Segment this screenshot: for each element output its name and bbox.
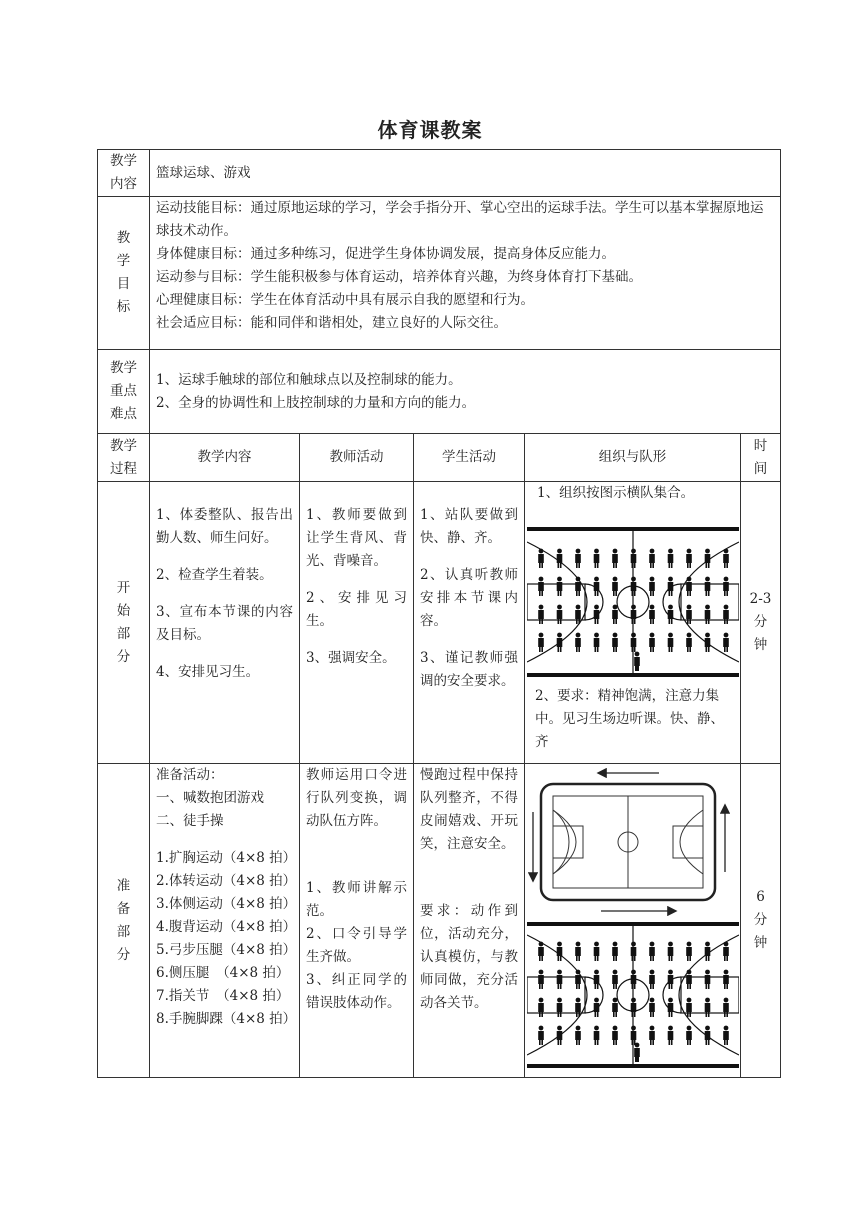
student-figure-icon xyxy=(649,577,655,596)
student-figure-icon xyxy=(649,549,655,568)
objective-item: 心理健康目标：学生在体育活动中具有展示自我的愿望和行为。 xyxy=(156,292,534,308)
student-figure-icon xyxy=(575,1026,581,1045)
objective-item: 社会适应目标：能和同伴和谐相处，建立良好的人际交往。 xyxy=(156,315,507,331)
key-points-row xyxy=(98,350,781,434)
student-figure-icon xyxy=(723,998,729,1017)
content-row xyxy=(98,150,781,197)
student-figure-icon xyxy=(705,998,711,1017)
student-figure-icon xyxy=(723,970,729,989)
lesson-plan-table xyxy=(97,149,781,1078)
student-figure-icon xyxy=(557,577,563,596)
student-figure-icon xyxy=(686,970,692,989)
student-figure-icon xyxy=(594,942,600,961)
student-figure-icon xyxy=(594,1026,600,1045)
student-figure-icon xyxy=(668,942,674,961)
page-title: 体育课教案 xyxy=(377,118,483,142)
student-figure-icon xyxy=(594,633,600,652)
objectives-label: 教 学 目 标 xyxy=(98,197,150,350)
student-figure-icon xyxy=(557,1026,563,1045)
student-figure-icon xyxy=(557,998,563,1017)
student-figure-icon xyxy=(705,970,711,989)
col-header-time: 时 间 xyxy=(741,434,781,482)
student-figure-icon xyxy=(538,942,544,961)
objective-item: 身体健康目标：通过多种练习，促进学生身体协调发展，提高身体反应能力。 xyxy=(156,246,615,262)
student-figure-icon xyxy=(538,970,544,989)
start-section-row xyxy=(98,482,781,764)
process-header-row xyxy=(98,434,781,482)
student-figure-icon xyxy=(668,970,674,989)
prep-organization xyxy=(525,764,741,1078)
student-figure-icon xyxy=(723,549,729,568)
prep-section-label: 准 备 部 分 xyxy=(98,764,150,1078)
court-formation-diagram xyxy=(527,922,739,1068)
col-header-content: 教学内容 xyxy=(150,434,300,482)
student-figure-icon xyxy=(723,577,729,596)
student-figure-icon xyxy=(705,549,711,568)
key-points-list xyxy=(150,350,781,434)
student-figure-icon xyxy=(575,633,581,652)
student-figure-icon xyxy=(538,577,544,596)
student-figure-icon xyxy=(538,1026,544,1045)
student-figure-icon xyxy=(575,605,581,624)
student-figure-icon xyxy=(686,942,692,961)
prep-student-activity: 慢跑过程中保持队列整齐，不得皮闹嬉戏、开玩笑，注意安全。 要求：动作到位，活动充分，认真模仿，与教师同做，充分活动各关节。 xyxy=(414,764,525,1078)
student-figure-icon xyxy=(668,998,674,1017)
student-figure-icon xyxy=(686,633,692,652)
student-figure-icon xyxy=(612,1026,618,1045)
key-points-label: 教学 重点 难点 xyxy=(98,350,150,434)
student-figure-icon xyxy=(686,577,692,596)
prep-time: 6 分 钟 xyxy=(741,764,781,1078)
student-figure-icon xyxy=(557,970,563,989)
objective-item: 运动参与目标：学生能积极参与体育运动，培养体育兴趣，为终身体育打下基础。 xyxy=(156,269,642,285)
student-figure-icon xyxy=(649,998,655,1017)
student-figure-icon xyxy=(538,998,544,1017)
start-organization: 1、组织按图示横队集合。 2、要求：精神饱满，注意力集中。见习生场边听课。快、静、齐 xyxy=(525,482,741,764)
student-figure-icon xyxy=(705,1026,711,1045)
objectives-list xyxy=(150,197,781,350)
student-figure-icon xyxy=(705,605,711,624)
student-figure-icon xyxy=(557,633,563,652)
student-figure-icon xyxy=(723,1026,729,1045)
student-figure-icon xyxy=(538,605,544,624)
student-figure-icon xyxy=(649,605,655,624)
student-figure-icon xyxy=(612,605,618,624)
student-figure-icon xyxy=(668,549,674,568)
start-section-label: 开 始 部 分 xyxy=(98,482,150,764)
student-figure-icon xyxy=(557,942,563,961)
col-header-teacher: 教师活动 xyxy=(300,434,414,482)
start-time: 2-3 分 钟 xyxy=(741,482,781,764)
student-figure-icon xyxy=(575,998,581,1017)
prep-section-row xyxy=(98,764,781,1078)
running-track-diagram xyxy=(527,768,739,916)
key-point-item: 1、运球手触球的部位和触球点以及控制球的能力。 xyxy=(156,371,462,388)
student-figure-icon xyxy=(649,970,655,989)
student-figure-icon xyxy=(575,970,581,989)
objectives-row xyxy=(98,197,781,350)
student-figure-icon xyxy=(668,605,674,624)
student-figure-icon xyxy=(612,942,618,961)
start-content: 1、体委整队、报告出勤人数、师生问好。 2、检查学生着装。 3、宣布本节课的内容及目标。 4、安排见习生。 xyxy=(150,482,300,764)
student-figure-icon xyxy=(594,577,600,596)
student-figure-icon xyxy=(557,605,563,624)
teacher-figure-icon xyxy=(634,1043,640,1062)
prep-teacher-activity: 教师运用口令进行队列变换，调动队伍方阵。 1、教师讲解示范。 2、口令引导学生齐做。 3、纠正同学的错误肢体动作。 xyxy=(300,764,414,1078)
student-figure-icon xyxy=(686,998,692,1017)
student-figure-icon xyxy=(668,577,674,596)
start-student-activity: 1、站队要做到快、静、齐。 2、认真听教师安排本节课内容。 3、谨记教师强调的安全要求。 xyxy=(414,482,525,764)
student-figure-icon xyxy=(723,605,729,624)
student-figure-icon xyxy=(612,549,618,568)
court-formation-diagram xyxy=(527,527,739,677)
student-figure-icon xyxy=(686,605,692,624)
student-figure-icon xyxy=(575,549,581,568)
student-figure-icon xyxy=(594,605,600,624)
student-figure-icon xyxy=(649,633,655,652)
student-figure-icon xyxy=(575,942,581,961)
content-label: 教学 内容 xyxy=(98,150,150,197)
student-figure-icon xyxy=(538,549,544,568)
student-figure-icon xyxy=(649,1026,655,1045)
start-teacher-activity: 1、教师要做到让学生背风、背光、背噪音。 2、安排见习生。 3、强调安全。 xyxy=(300,482,414,764)
student-figure-icon xyxy=(612,577,618,596)
key-point-item: 2、全身的协调性和上肢控制球的力量和方向的能力。 xyxy=(156,394,476,411)
teacher-figure-icon xyxy=(634,652,640,671)
student-figure-icon xyxy=(612,633,618,652)
student-figure-icon xyxy=(612,998,618,1017)
content-value: 篮球运球、游戏 xyxy=(150,150,781,197)
prep-content: 准备活动： 一、喊数抱团游戏 二、徒手操 1.扩胸运动（4×8 拍） 2.体转运动（4×8 拍） 3.体侧运动（4×8 拍） 4.腹背运动（4×8 拍） 5.弓步压腿（4×8 拍） 6.侧压腿 （4×8 拍） 7.指关节 （4×8 拍） 8.手腕脚踝（4×8 拍） xyxy=(150,764,300,1078)
student-figure-icon xyxy=(649,942,655,961)
student-figure-icon xyxy=(705,942,711,961)
student-figure-icon xyxy=(575,577,581,596)
student-figure-icon xyxy=(723,633,729,652)
col-header-organization: 组织与队形 xyxy=(525,434,741,482)
process-label: 教学 过程 xyxy=(98,434,150,482)
col-header-student: 学生活动 xyxy=(414,434,525,482)
student-figure-icon xyxy=(594,970,600,989)
mini-court xyxy=(553,796,703,888)
student-figure-icon xyxy=(705,577,711,596)
student-figure-icon xyxy=(538,633,544,652)
student-figure-icon xyxy=(723,942,729,961)
student-figure-icon xyxy=(612,970,618,989)
student-figure-icon xyxy=(686,1026,692,1045)
objective-item: 运动技能目标：通过原地运球的学习，学会手指分开、掌心空出的运球手法。学生可以基本掌握原地运球技术动作。 xyxy=(156,200,764,239)
student-figure-icon xyxy=(668,1026,674,1045)
student-figure-icon xyxy=(705,633,711,652)
student-figure-icon xyxy=(557,549,563,568)
student-figure-icon xyxy=(686,549,692,568)
student-figure-icon xyxy=(594,549,600,568)
student-figure-icon xyxy=(594,998,600,1017)
student-figure-icon xyxy=(668,633,674,652)
